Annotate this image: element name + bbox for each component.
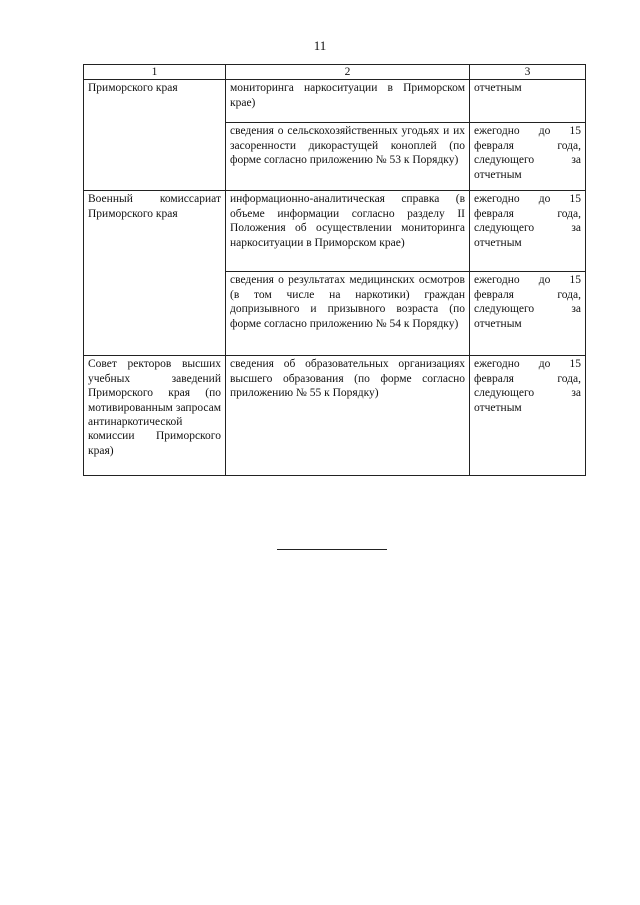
information-cell: мониторинга наркоситуации в Приморском крае) [226, 80, 470, 123]
deadline-cell: ежегодно до 15 февраля года, следующего за отчетным [470, 272, 586, 356]
table-row [84, 191, 586, 272]
page-number: 11 [313, 38, 327, 53]
information-cell: сведения об образовательных организациях высшего образования (по форме согласно приложению № 55 к Порядку) [226, 356, 470, 476]
end-rule [277, 549, 387, 550]
deadline-cell: ежегодно до 15 февраля года, следующего за отчетным [470, 191, 586, 272]
organization-cell: Военный комиссариат Приморского края [84, 191, 226, 356]
organization-cell: Приморского края [84, 80, 226, 191]
header-cell-1: 1 [84, 65, 226, 80]
information-cell: сведения о сельскохозяйственных угодьях и их засоренности дикорастущей коноплей (по форме согласно приложению № 53 к Порядку) [226, 123, 470, 191]
table-row [84, 80, 586, 123]
table-header-row [84, 65, 586, 80]
header-cell-2: 2 [226, 65, 470, 80]
deadline-cell: ежегодно до 15 февраля года, следующего за отчетным [470, 123, 586, 191]
reporting-table [83, 64, 586, 476]
deadline-cell: ежегодно до 15 февраля года, следующего за отчетным [470, 356, 586, 476]
information-cell: сведения о результатах медицинских осмотров (в том числе на наркотики) граждан допризывного и призывного возраста (по форме согласно приложению № 54 к Порядку) [226, 272, 470, 356]
organization-cell: Совет ректоров высших учебных заведений Приморского края (по мотивированным запросам антинаркотической комиссии Приморского края) [84, 356, 226, 476]
table-row [84, 356, 586, 476]
information-cell: информационно-аналитическая справка (в объеме информации согласно разделу II Положения об осуществлении мониторинга наркоситуации в Приморском крае) [226, 191, 470, 272]
deadline-cell: отчетным [470, 80, 586, 123]
header-cell-3: 3 [470, 65, 586, 80]
